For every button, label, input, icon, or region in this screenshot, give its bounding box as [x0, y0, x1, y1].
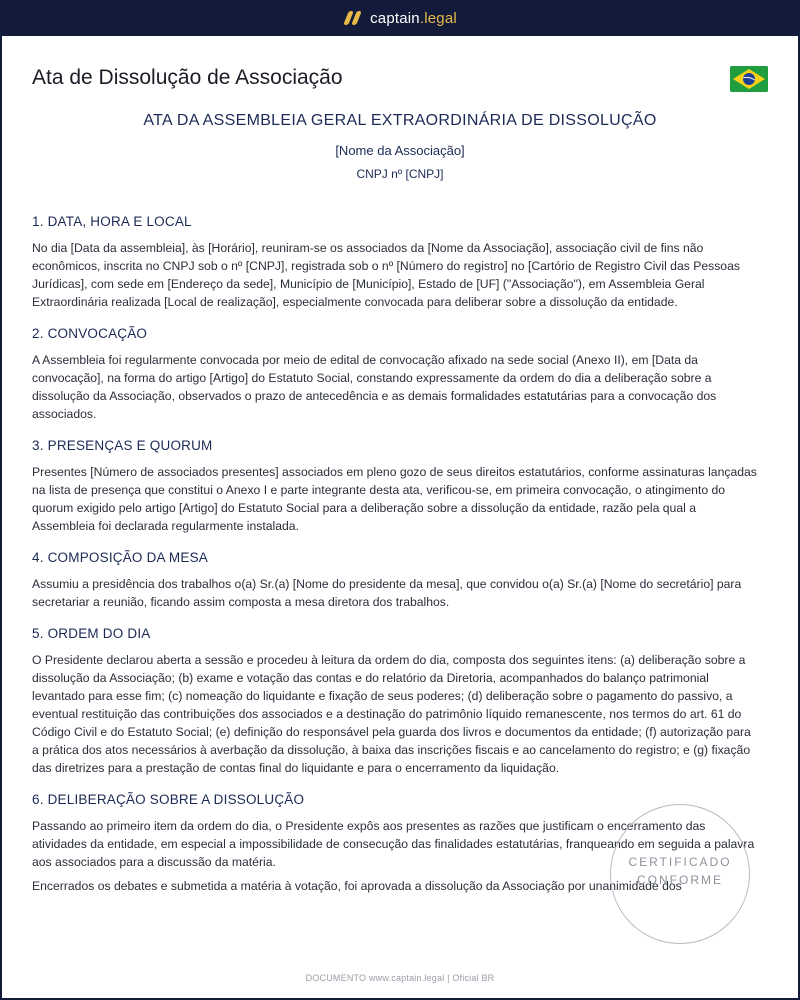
document-header: [32, 66, 768, 94]
section-composicao-mesa: [32, 550, 760, 611]
brazil-flag-icon: [730, 66, 768, 92]
document-body: [32, 214, 760, 910]
footer-text: DOCUMENTO www.captain.legal | Oficial BR: [305, 973, 495, 983]
captain-logo-icon: [343, 10, 361, 26]
section-title: 2. CONVOCAÇÃO: [32, 326, 148, 341]
section-paragraph: No dia [Data da assembleia], às [Horário], reuniram-se os associados da [Nome da Associação], associação civil de fins não econômicos, inscrita no CNPJ sob o nº [CNPJ], registrada sob o nº [Número do registro] no [Cartório de Registro Civil das Pessoas Jurídicas], com sede em [Endereço da sede], Município de [Município], Estado de [UF] ("Associação"), em Assembleia Geral Extraordinária realizada [Local de realização], especialmente convocada para deliberar sobre a dissolução da entidade.: [32, 241, 740, 309]
stamp-line-2: CONFORME: [637, 873, 723, 887]
section-title: 6. DELIBERAÇÃO SOBRE A DISSOLUÇÃO: [32, 792, 305, 807]
cnpj-line: CNPJ nº [CNPJ]: [356, 167, 444, 181]
section-title: 5. ORDEM DO DIA: [32, 626, 151, 641]
stamp-text: [611, 853, 749, 889]
section-paragraph: Assumiu a presidência dos trabalhos o(a) Sr.(a) [Nome do presidente da mesa], que convidou o(a) Sr.(a) [Nome do secretário] para secretariar a reunião, ficando assim composta a mesa diretora dos trabalhos.: [32, 577, 742, 609]
section-ordem-do-dia: [32, 626, 760, 777]
document-page: [2, 36, 798, 998]
section-paragraph: O Presidente declarou aberta a sessão e procedeu à leitura da ordem do dia, composta dos seguintes itens: (a) deliberação sobre a dissolução da Associação; (b) exame e votação das contas e do relatório da Diretoria, acompanhados do balanço patrimonial levantado para esse fim; (c) nomeação do liquidante e fixação de seus poderes; (d) deliberação sobre o pagamento do passivo, a eventual restituição das contribuições dos associados e a destinação do patrimônio líquido remanescente, nos termos do art. 61 do Código Civil e do Estatuto Social; (e) definição do responsável pela guarda dos livros e documentos da entidade; (f) autorização para a prática dos atos necessários à averbação da dissolução, à baixa das inscrições fiscais e ao cancelamento do registro; e (g) fixação das diretrizes para a prestação de contas final do liquidante e para o encerramento da liquidação.: [32, 653, 751, 775]
section-title: 1. DATA, HORA E LOCAL: [32, 214, 192, 229]
section-convocacao: [32, 326, 760, 423]
main-title: ATA DA ASSEMBLEIA GERAL EXTRAORDINÁRIA DE DISSOLUÇÃO: [143, 112, 657, 129]
section-data-hora-local: [32, 214, 760, 311]
document-title: Ata de Dissolução de Associação: [32, 66, 343, 89]
section-paragraph: Passando ao primeiro item da ordem do dia, o Presidente expôs aos presentes as razões que justificam o encerramento das atividades da entidade, em especial a impossibilidade de consecução das finalidades estatutárias, franqueando em seguida a palavra aos associados para a discussão da matéria.: [32, 819, 755, 869]
association-name: [Nome da Associação]: [335, 143, 465, 158]
section-presencas-quorum: [32, 438, 760, 535]
certification-stamp: [610, 804, 750, 944]
section-paragraph: A Assembleia foi regularmente convocada por meio de edital de convocação afixado na sede social (Anexo II), em [Data da convocação], na forma do artigo [Artigo] do Estatuto Social, constando expressamente da ordem do dia a deliberação sobre a dissolução da Associação, observados o prazo de antecedência e as demais formalidades estatutárias para a convocação dos associados.: [32, 353, 717, 421]
section-title: 3. PRESENÇAS E QUORUM: [32, 438, 213, 453]
section-title: 4. COMPOSIÇÃO DA MESA: [32, 550, 208, 565]
section-paragraph: Encerrados os debates e submetida a matéria à votação, foi aprovada a dissolução da Associação por unanimidade dos: [32, 879, 682, 893]
stamp-line-1: CERTIFICADO: [628, 855, 732, 869]
brand-name[interactable]: captain.legal: [370, 9, 457, 27]
section-paragraph: Presentes [Número de associados presentes] associados em pleno gozo de seus direitos estatutários, conforme assinaturas lançadas na lista de presença que constitui o Anexo I e parte integrante desta ata, verificou-se, em primeira convocação, o atingimento do quorum exigido pelo artigo [Artigo] do Estatuto Social para a deliberação sobre a dissolução da entidade, razão pela qual a Assembleia foi declarada regularmente instalada.: [32, 465, 757, 533]
top-bar: [0, 0, 800, 36]
